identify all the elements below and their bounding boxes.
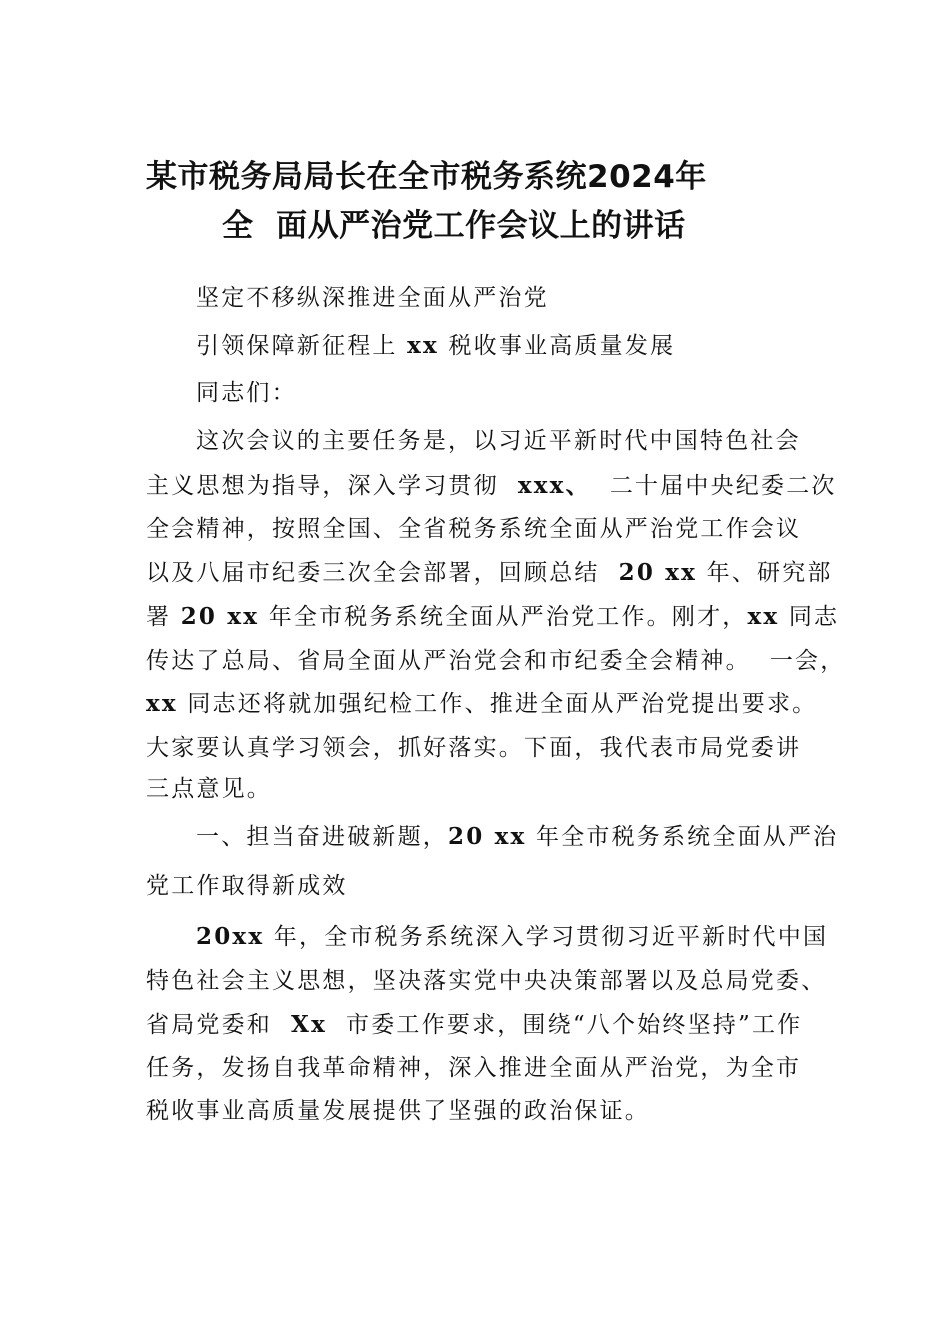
heading1-l1-c: 年全市税务系统全面从严治 [535, 824, 839, 850]
heading1-l1-b: 20 xx [448, 823, 527, 850]
para1-l2-b: xxx、 [517, 472, 591, 499]
para1-line-5 [146, 602, 839, 632]
para1-l7-b: 同志还将就加强纪检工作、推进全面从严治党提出要求。 [187, 691, 818, 717]
para2-line-2: 特色社会主义思想，坚决落实党中央决策部署以及总局党委、 [146, 968, 827, 994]
para1-line-3: 全会精神，按照全国、全省税务系统全面从严治党工作会议 [146, 516, 802, 542]
heading1-l1-a: 一、担当奋进破新题， [196, 824, 448, 850]
para1-l5-a: 署 [146, 604, 172, 630]
document-title-line-2 [222, 206, 902, 246]
para2-l1-a: 20xx [196, 923, 265, 950]
document-title-line-1: 某市税务局局长在全市税务系统2024年 [146, 159, 707, 195]
subtitle-placeholder: xx [407, 332, 439, 359]
para1-line-6: 传达了总局、省局全面从严治党会和市纪委全会精神。 一会， [146, 648, 846, 674]
para2-l3-a: 省局党委和 [146, 1012, 272, 1038]
salutation: 同志们： [196, 380, 297, 406]
title-line-2-text: 全 面从严治党工作会议上的讲话 [222, 208, 686, 244]
subtitle-line-2 [196, 331, 675, 361]
para1-l4-a: 以及八届市纪委三次全会部署，回顾总结 [146, 560, 600, 586]
para2-line-4: 任务，发扬自我革命精神，深入推进全面从严治党，为全市 [146, 1055, 802, 1081]
subtitle-text-c: 税收事业高质量发展 [448, 333, 676, 359]
para1-l5-c: 年全市税务系统全面从严治党工作。刚才， [268, 604, 748, 630]
para1-l5-e: 同志 [788, 604, 840, 630]
para2-line-1 [196, 922, 828, 952]
subtitle-line-1: 坚定不移纵深推进全面从严治党 [196, 285, 549, 311]
subtitle-text-a: 引领保障新征程上 [196, 333, 398, 359]
para1-l5-b: 20 xx [180, 603, 260, 630]
para2-l1-b: 年，全市税务系统深入学习贯彻习近平新时代中国 [273, 924, 829, 950]
para1-l4-c: 年、研究部 [706, 560, 833, 586]
para1-l2-c: 二十届中央纪委二次 [609, 473, 837, 499]
para1-line-8: 大家要认真学习领会，抓好落实。下面，我代表市局党委讲 [146, 735, 802, 761]
para1-line-9: 三点意见。 [146, 776, 272, 802]
para1-line-2 [146, 471, 837, 501]
para1-l7-a: xx [146, 690, 178, 717]
para2-l3-c: 市委工作要求，围绕“八个始终坚持”工作 [346, 1012, 803, 1038]
para2-line-3 [146, 1010, 802, 1040]
para2-l3-b: Xx [291, 1011, 327, 1038]
para1-line-1: 这次会议的主要任务是，以习近平新时代中国特色社会 [196, 428, 801, 454]
para1-l4-b: 20 xx [618, 559, 698, 586]
para1-l5-d: xx [747, 603, 780, 630]
para1-l2-a: 主义思想为指导，深入学习贯彻 [146, 473, 499, 499]
heading1-line-1 [196, 822, 838, 852]
heading1-line-2: 党工作取得新成效 [146, 873, 348, 899]
para1-line-7 [146, 689, 817, 719]
para2-line-5: 税收事业高质量发展提供了坚强的政治保证。 [146, 1098, 650, 1124]
para1-line-4 [146, 558, 833, 588]
